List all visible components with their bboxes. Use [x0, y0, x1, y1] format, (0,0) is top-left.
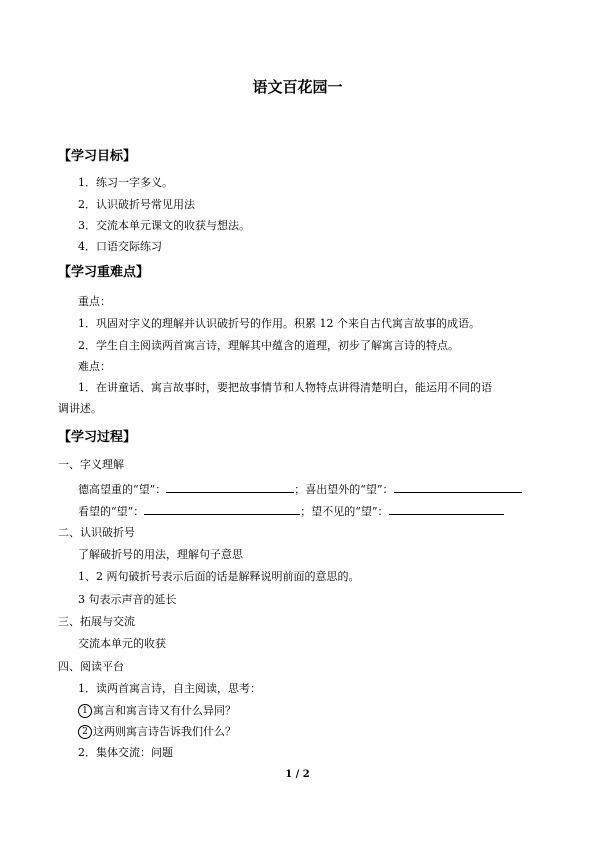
- section-heading-process: 【学习过程】: [58, 430, 137, 445]
- fill-row: [78, 481, 522, 497]
- part-title: 二、认识破折号: [58, 526, 135, 539]
- fill-label: 看望的“望”：: [78, 505, 145, 518]
- difficult-item-cont: 调讲述。: [58, 402, 102, 415]
- answer-blank[interactable]: [389, 503, 504, 515]
- goal-item: 3．交流本单元课文的收获与想法。: [78, 219, 250, 232]
- answer-blank[interactable]: [166, 481, 294, 493]
- key-label: 重点：: [78, 295, 111, 308]
- key-item: 1．巩固对字义的理解并认识破折号的作用。积累 12 个来自古代寓言故事的成语。: [78, 317, 480, 330]
- part-title: 四、阅读平台: [58, 660, 124, 673]
- difficult-label: 难点：: [78, 360, 111, 373]
- text-line: 1．读两首寓言诗，自主阅读，思考：: [78, 682, 261, 695]
- section-heading-goals: 【学习目标】: [58, 149, 137, 164]
- page-number: 1 / 2: [285, 769, 310, 780]
- key-item: 2．学生自主阅读两首寓言诗，理解其中蕴含的道理，初步了解寓言诗的特点。: [78, 339, 459, 352]
- circled-number-icon: 2: [78, 725, 92, 739]
- question-text: 寓言和寓言诗又有什么异同？: [93, 704, 236, 717]
- fill-label: 德高望重的“望”：: [78, 483, 167, 496]
- section-heading-key-points: 【学习重难点】: [58, 265, 150, 280]
- fill-label: ；喜出望外的“望”：: [294, 483, 394, 496]
- fill-row: [78, 503, 504, 519]
- text-line: 2．集体交流：问题: [78, 746, 173, 759]
- goal-item: 2．认识破折号常见用法: [78, 198, 195, 211]
- text-line: 1、2 两句破折号表示后面的话是解释说明前面的意思的。: [78, 570, 360, 583]
- goal-item: 1．练习一字多义。: [78, 176, 173, 189]
- question-text: 这两则寓言诗告诉我们什么？: [93, 725, 236, 738]
- part-title: 一、字义理解: [58, 458, 124, 471]
- page-title: 语文百花园一: [252, 78, 343, 96]
- answer-blank[interactable]: [394, 481, 522, 493]
- goal-item: 4．口语交际练习: [78, 240, 162, 253]
- question-item: [78, 725, 236, 739]
- text-line: 3 句表示声音的延长: [78, 593, 177, 606]
- answer-blank[interactable]: [144, 503, 300, 515]
- fill-label: ；望不见的“望”：: [300, 505, 389, 518]
- difficult-item: 1．在讲童话、寓言故事时，要把故事情节和人物特点讲得清楚明白，能运用不同的语: [78, 381, 492, 394]
- text-line: 了解破折号的用法，理解句子意思: [78, 548, 243, 561]
- question-item: [78, 704, 236, 718]
- text-line: 交流本单元的收获: [78, 637, 166, 650]
- circled-number-icon: 1: [78, 704, 92, 718]
- part-title: 三、拓展与交流: [58, 615, 135, 628]
